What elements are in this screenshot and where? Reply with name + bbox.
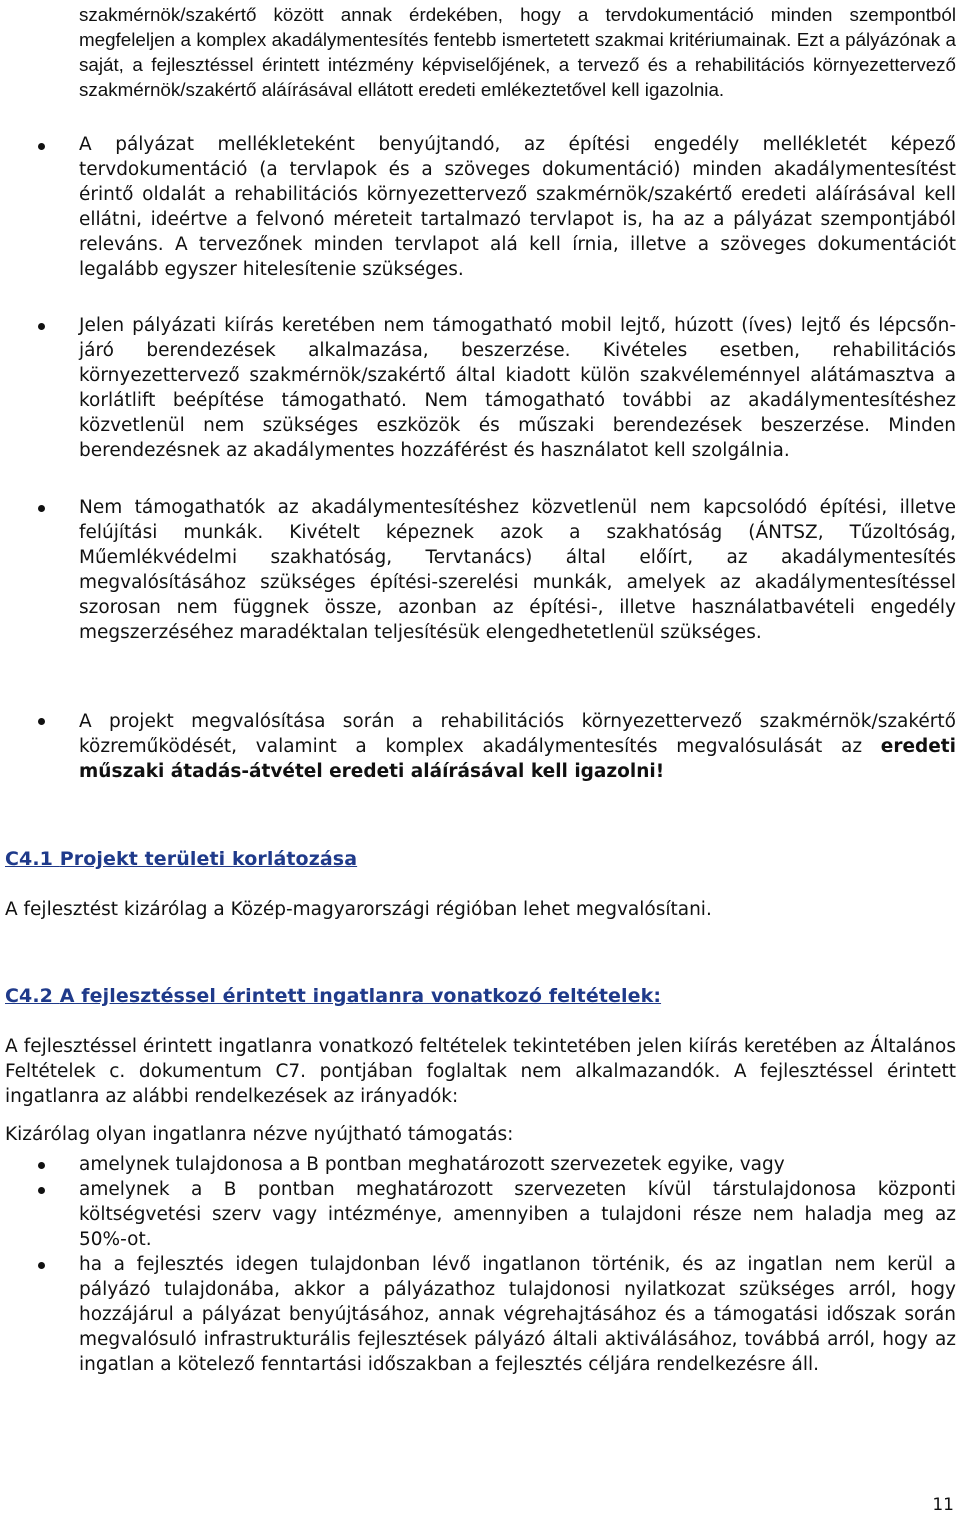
bullet-dot <box>38 505 45 512</box>
section-number: C4.2 <box>5 985 54 1007</box>
bullet-dot <box>38 1162 45 1169</box>
section-title: A fejlesztéssel érintett ingatlanra vonatkozó feltételek: <box>59 985 662 1007</box>
intro-paragraph: szakmérnök/szakértő között annak érdekében, hogy a tervdokumentáció minden szempontból megfeleljen a komplex akadálymentesítés fentebb ismertetett szakmai kritériumainak. Ezt a pályázónak a saját, a fejlesztéssel érintett intézmény képviselőjének, a tervező és a rehabilitációs környezettervező szakmérnök/szakértő aláírásával ellátott eredeti emlékeztetővel kell igazolnia. <box>79 4 956 100</box>
section-body-c42: A fejlesztéssel érintett ingatlanra vonatkozó feltételek tekintetében jelen kiírás keretében az Általános Feltételek c. dokumentum C7. pontjában foglaltak nem alkalmazandók. A fejlesztéssel érintett ingatlanra az alábbi rendelkezések az irányadók: <box>5 1036 956 1107</box>
bullet-dot <box>38 323 45 330</box>
bullet-dot <box>38 718 45 725</box>
list-item: A pályázat mellékleteként benyújtandó, az építési engedély mellékletét képező tervdokumentáció (a tervlapok és a szöveges dokumentáció) minden akadálymentesítést érintő oldalát a rehabilitációs környezettervező szakmérnök/szakértő eredeti aláírásával kell ellátni, ideértve a felvonó méreteit tartalmazó tervlapot is, ha az a pályázat szempontjából releváns. A tervezőnek minden tervlapot alá kell írnia, illetve a szöveges dokumentációt legalább egyszer hitelesítenie szükséges. <box>79 134 956 280</box>
page-number: 11 <box>932 1495 954 1515</box>
project-text: A projekt megvalósítása során a rehabilitációs környezettervező szakmérnök/szakértő közreműködését, valamint a komplex akadálymentesítés megvalósulását az <box>79 711 956 757</box>
bullet-dot <box>38 143 45 150</box>
section-title: Projekt területi korlátozása <box>59 848 358 870</box>
section-body-c41: A fejlesztést kizárólag a Közép-magyarországi régióban lehet megvalósítani. <box>5 899 712 920</box>
section-number: C4.1 <box>5 848 54 870</box>
section-lead: Kizárólag olyan ingatlanra nézve nyújtható támogatás: <box>5 1124 514 1145</box>
list-item-project <box>79 709 956 784</box>
bullet-dot <box>38 1262 45 1269</box>
list-item: amelynek tulajdonosa a B pontban meghatározott szervezetek egyike, vagy <box>79 1154 785 1175</box>
section-heading-c41 <box>5 848 357 870</box>
list-item: Nem támogathatók az akadálymentesítéshez közvetlenül nem kapcsolódó építési, illetve felújítási munkák. Kivételt képeznek azok a szakhatóság (ÁNTSZ, Tűzoltóság, Műemlékvédelmi szakhatóság, Tervtanács) által előírt, az akadálymentesítés megvalósításához szükséges építési-szerelési munkák, amelyek az akadálymentesítéssel szorosan nem függnek össze, azonban az építési-, illetve használatbavételi engedély megszerzéséhez maradéktalan teljesítésük elengedhetetlenül szükséges. <box>79 497 956 643</box>
project-text-bold: eredeti műszaki átadás-átvétel eredeti aláírásával kell igazolni! <box>79 736 956 782</box>
section-heading-c42 <box>5 985 661 1007</box>
list-item: ha a fejlesztés idegen tulajdonban lévő ingatlanon történik, és az ingatlan nem kerül a pályázó tulajdonába, akkor a pályázathoz tulajdonosi nyilatkozat szükséges arról, hogy hozzájárul a pályázat benyújtásához, annak végrehajtásához és a támogatási időszak során megvalósuló infrastrukturális fejlesztések pályázó általi aktiválásához, továbbá arról, hogy az ingatlan a kötelező fenntartási időszakban a fejlesztés céljára rendelkezésre áll. <box>79 1254 956 1375</box>
list-item: amelynek a B pontban meghatározott szervezeten kívül társtulajdonosa központi költségvetési szerv vagy intézménye, amennyiben a tulajdoni része nem haladja meg az 50%-ot. <box>79 1179 956 1250</box>
list-item: Jelen pályázati kiírás keretében nem támogatható mobil lejtő, húzott (íves) lejtő és lépcsőn-járó berendezések alkalmazása, beszerzése. Kivételes esetben, rehabilitációs környezettervező szakmérnök/szakértő által kiadott külön szakvéleménnyel alátámasztva a korlátlift beépítése támogatható. Nem támogatható további az akadálymentesítéshez közvetlenül nem szükséges eszközök és műszaki berendezések beszerzése. Minden berendezésnek az akadálymentes hozzáférést és használatot kell szolgálnia. <box>79 315 956 461</box>
bullet-dot <box>38 1187 45 1194</box>
